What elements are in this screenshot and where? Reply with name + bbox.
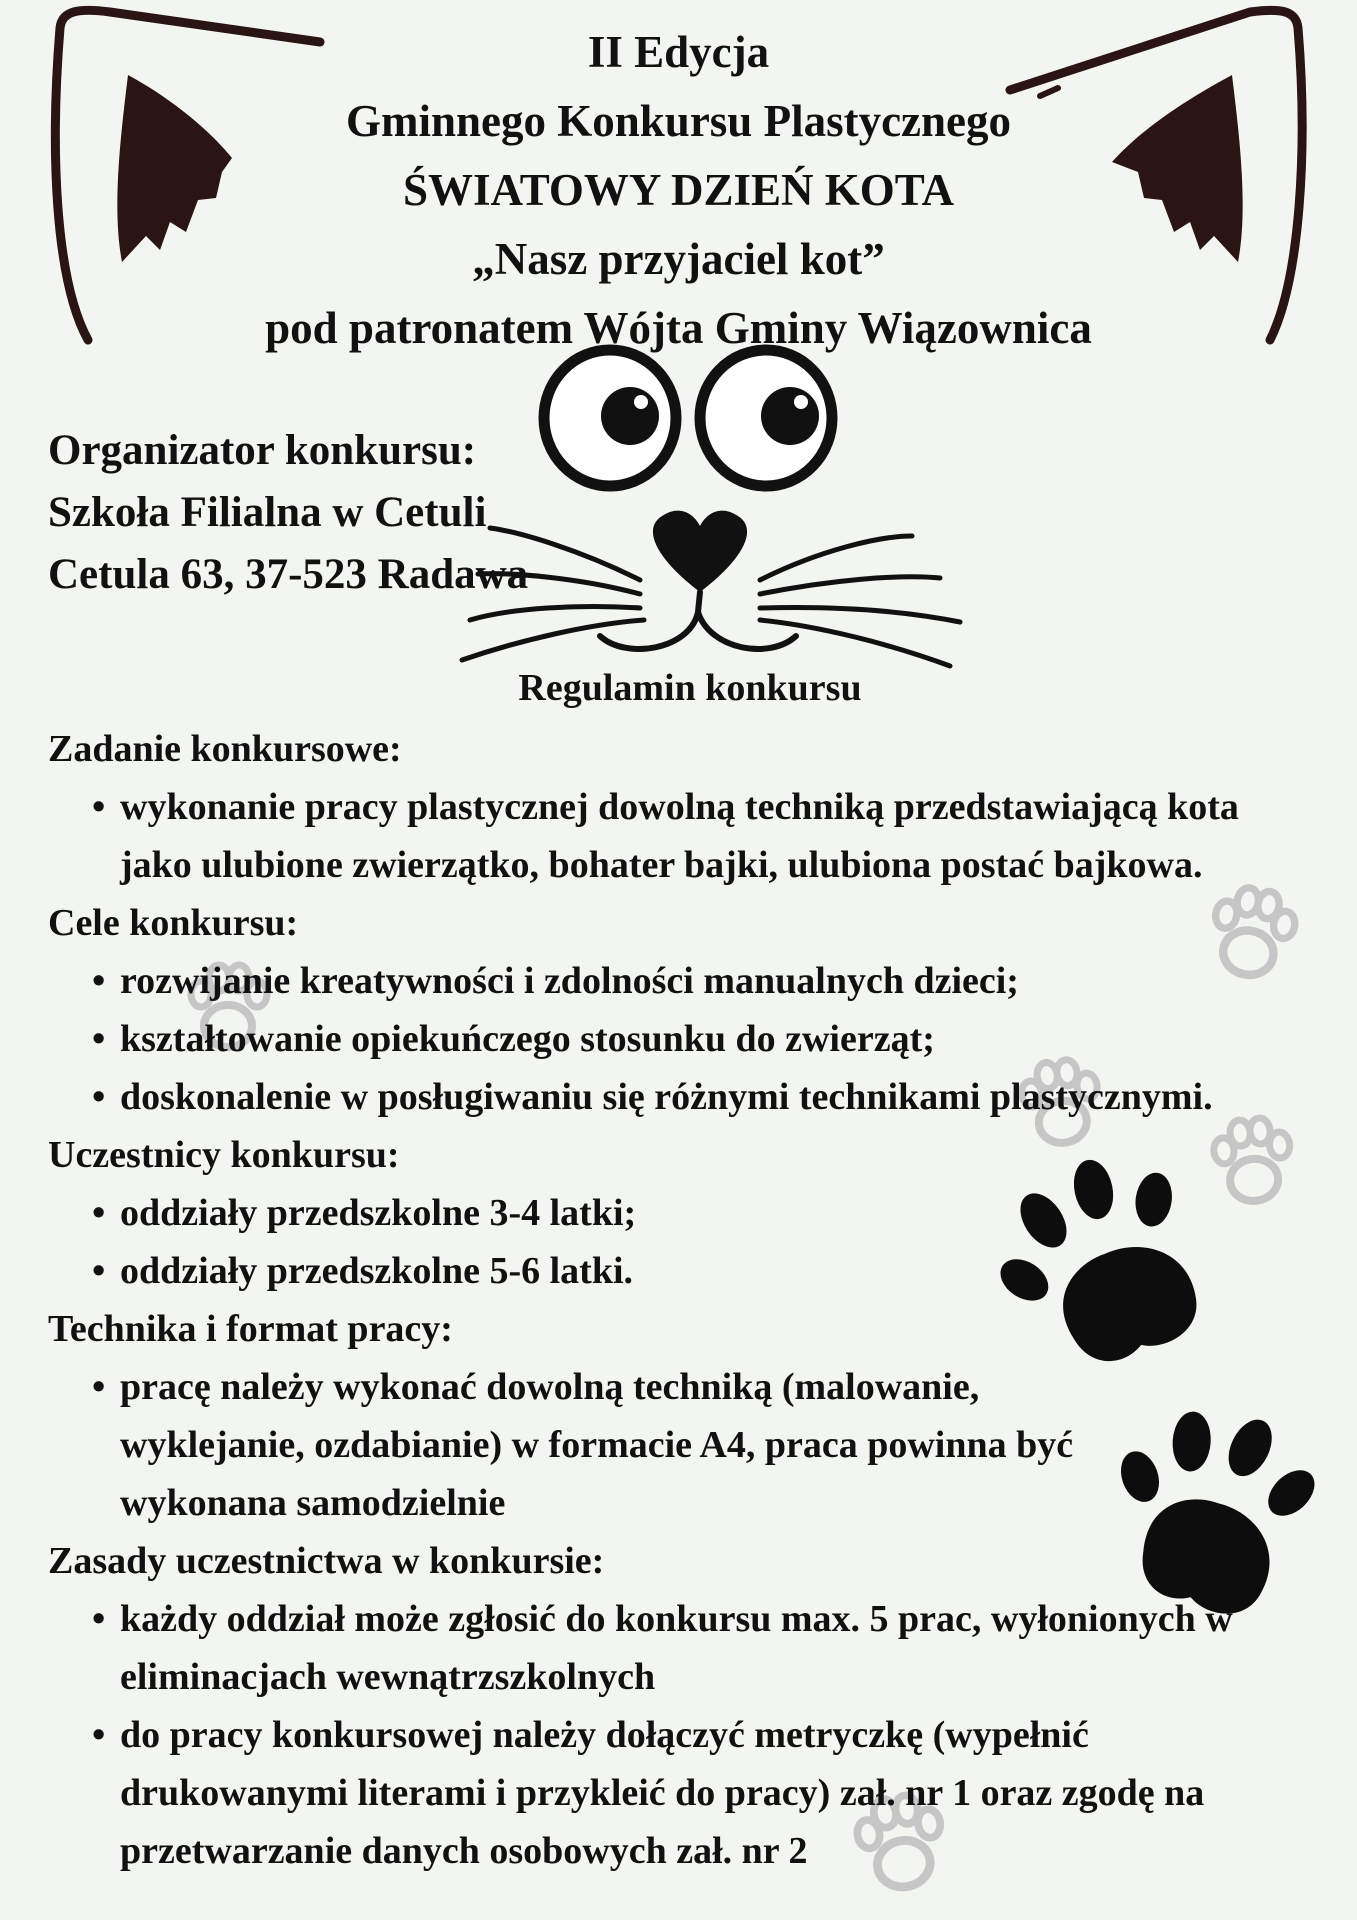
- section-list: [48, 1184, 1318, 1300]
- list-item: • do pracy konkursowej należy dołączyć metryczkę (wypełnić drukowanymi literami i przykleić do pracy) zał. nr 1 oraz zgodę na przetwarzanie danych osobowych zał. nr 2: [120, 1706, 1318, 1880]
- list-item: • oddziały przedszkolne 3-4 latki;: [120, 1184, 1318, 1242]
- edition-line: II Edycja: [587, 27, 770, 77]
- organizer-name: Szkoła Filialna w Cetuli: [48, 489, 487, 536]
- list-item: • doskonalenie w posługiwaniu się różnymi technikami plastycznymi.: [120, 1068, 1318, 1126]
- organizer-block: [48, 420, 528, 606]
- section-heading: Zasady uczestnictwa w konkursie:: [48, 1540, 605, 1582]
- section-list: [48, 952, 1318, 1126]
- list-item: • pracę należy wykonać dowolną techniką (malowanie, wyklejanie, ozdabianie) w formacie A4, praca powinna być wykonana samodzielnie: [120, 1358, 1318, 1532]
- section-list: [48, 778, 1318, 894]
- organizer-heading: Organizator konkursu:: [48, 427, 477, 474]
- organizer-address: Cetula 63, 37-523 Radawa: [48, 551, 529, 598]
- section-heading: Zadanie konkursowe:: [48, 728, 402, 770]
- event-name-line: ŚWIATOWY DZIEŃ KOTA: [403, 165, 954, 215]
- contest-name-line: Gminnego Konkursu Plastycznego: [345, 96, 1012, 146]
- list-item: • oddziały przedszkolne 5-6 latki.: [120, 1242, 1318, 1300]
- section-heading: Cele konkursu:: [48, 902, 299, 944]
- patronage-line: pod patronatem Wójta Gminy Wiązownica: [265, 303, 1092, 353]
- motto-line: „Nasz przyjaciel kot”: [472, 234, 885, 284]
- section-list: [48, 1590, 1318, 1880]
- list-item: • kształtowanie opiekuńczego stosunku do zwierząt;: [120, 1010, 1318, 1068]
- regulations-title: Regulamin konkursu: [518, 667, 862, 709]
- cat-eyes-icon: [544, 350, 832, 486]
- section-heading: Technika i format pracy:: [48, 1308, 453, 1350]
- section-heading: Uczestnicy konkursu:: [48, 1134, 400, 1176]
- regulations-content: [48, 720, 1318, 1880]
- list-item: • wykonanie pracy plastycznej dowolną techniką przedstawiającą kota jako ulubione zwierzątko, bohater bajki, ulubiona postać bajkowa.: [120, 778, 1318, 894]
- list-item: • rozwijanie kreatywności i zdolności manualnych dzieci;: [120, 952, 1318, 1010]
- cat-nose-icon: [653, 511, 747, 592]
- section-list: [48, 1358, 1318, 1532]
- poster-title: [0, 18, 1357, 363]
- list-item: • każdy oddział może zgłosić do konkursu max. 5 prac, wyłonionych w eliminacjach wewnątrzszkolnych: [120, 1590, 1318, 1706]
